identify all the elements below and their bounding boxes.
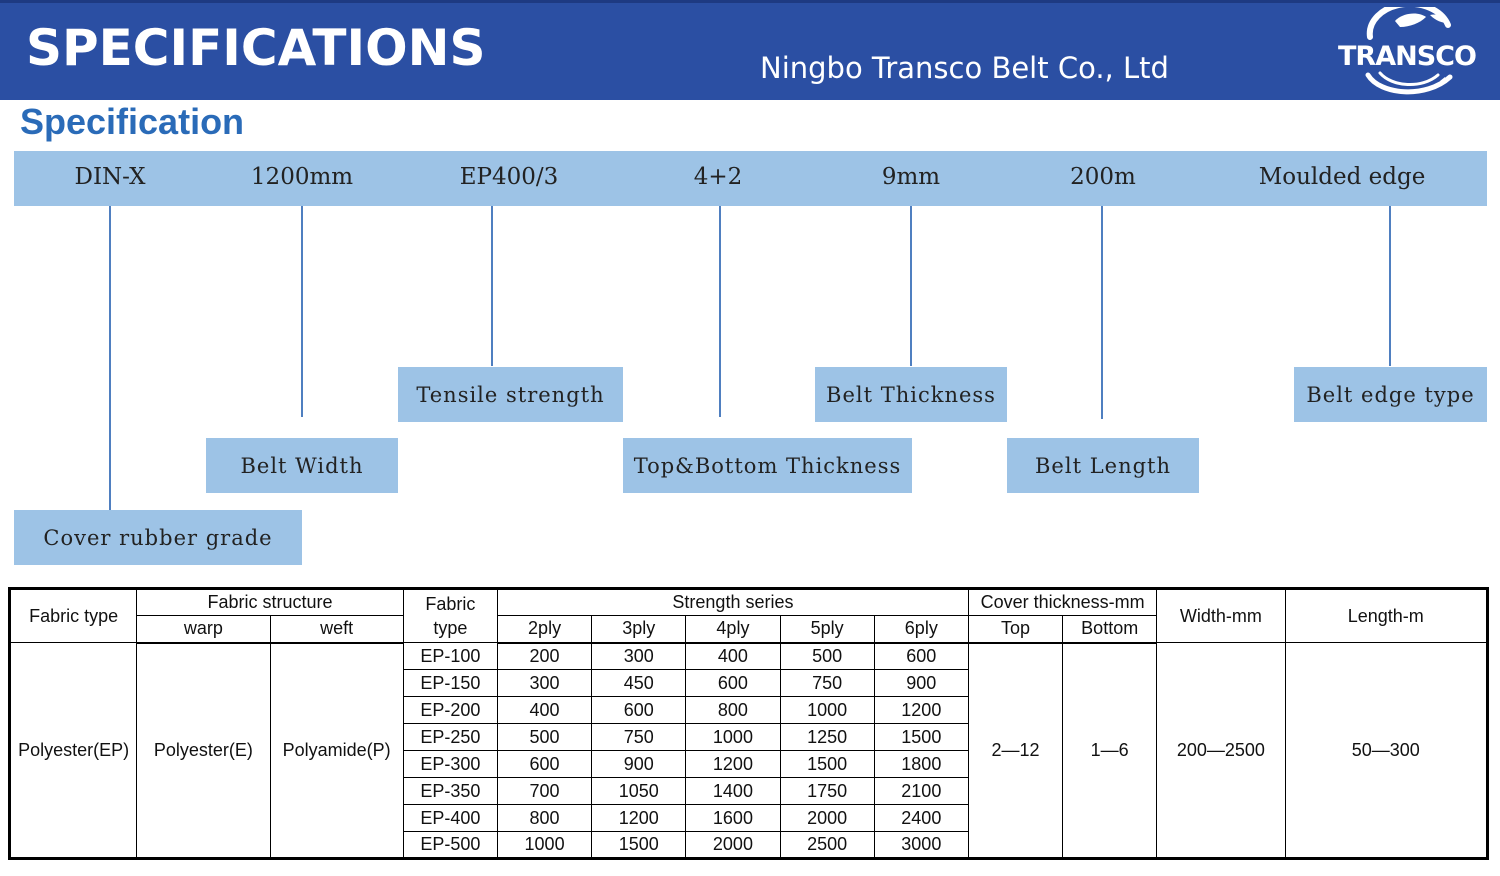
header-top: Top [968, 616, 1062, 643]
cell-value: 1000 [497, 832, 591, 859]
cell-value: 900 [874, 670, 968, 697]
cell-length: 50—300 [1285, 643, 1487, 859]
cell-value: 500 [780, 643, 874, 670]
header-ply: 6ply [874, 616, 968, 643]
label-belt-width: Belt Width [206, 438, 398, 493]
cell-width: 200—2500 [1157, 643, 1285, 859]
cell-value: 800 [497, 805, 591, 832]
cell-type: EP-300 [403, 751, 497, 778]
header-bar [0, 0, 1500, 100]
label-top-bottom-thickness: Top&Bottom Thickness [623, 438, 912, 493]
page-title: SPECIFICATIONS [26, 19, 486, 77]
cell-fabric: Polyester(EP) [10, 643, 137, 859]
cell-value: 300 [592, 643, 686, 670]
section-subtitle: Specification [20, 101, 245, 142]
cell-value: 750 [780, 670, 874, 697]
cell-value: 1500 [780, 751, 874, 778]
logo-text: TRANSCO [1338, 41, 1476, 72]
cell-value: 2000 [686, 832, 780, 859]
cell-value: 1200 [686, 751, 780, 778]
cell-value: 3000 [874, 832, 968, 859]
connector-line [910, 206, 912, 366]
cell-warp: Polyester(E) [137, 643, 270, 859]
connector-line [301, 206, 303, 417]
cell-value: 1000 [780, 697, 874, 724]
cell-value: 300 [497, 670, 591, 697]
header-fabric-type-line2: type [433, 618, 468, 638]
cell-value: 2100 [874, 778, 968, 805]
header-fabric-type: Fabric type [10, 589, 137, 643]
cell-value: 1250 [780, 724, 874, 751]
table-row [10, 643, 1488, 670]
header-warp: warp [137, 616, 270, 643]
cell-value: 600 [874, 643, 968, 670]
cell-value: 400 [686, 643, 780, 670]
header-fabric-type-2 [403, 589, 497, 643]
company-name: Ningbo Transco Belt Co., Ltd [760, 51, 1169, 85]
label-tensile-strength: Tensile strength [398, 367, 623, 422]
cell-value: 1750 [780, 778, 874, 805]
cell-weft: Polyamide(P) [270, 643, 403, 859]
cell-value: 2000 [780, 805, 874, 832]
cell-value: 700 [497, 778, 591, 805]
code-item: Moulded edge [1258, 164, 1426, 190]
cell-type: EP-400 [403, 805, 497, 832]
cell-value: 1000 [686, 724, 780, 751]
cell-value: 1200 [874, 697, 968, 724]
code-item: 1200mm [250, 164, 354, 190]
header-bottom: Bottom [1063, 616, 1157, 643]
connector-line [491, 206, 493, 366]
connector-line [1389, 206, 1391, 366]
cell-type: EP-100 [403, 643, 497, 670]
cell-value: 800 [686, 697, 780, 724]
code-item: DIN-X [74, 164, 146, 190]
cell-value: 1600 [686, 805, 780, 832]
cell-type: EP-500 [403, 832, 497, 859]
label-cover-rubber-grade: Cover rubber grade [14, 510, 302, 565]
cell-type: EP-250 [403, 724, 497, 751]
code-item: 9mm [881, 164, 941, 190]
header-weft: weft [270, 616, 403, 643]
header-cover-thickness: Cover thickness-mm [968, 589, 1156, 616]
cell-value: 600 [686, 670, 780, 697]
cell-value: 2400 [874, 805, 968, 832]
label-belt-thickness: Belt Thickness [815, 367, 1007, 422]
header-ply: 3ply [592, 616, 686, 643]
cell-value: 1200 [592, 805, 686, 832]
spec-table [8, 587, 1489, 860]
cell-type: EP-150 [403, 670, 497, 697]
header-ply: 5ply [780, 616, 874, 643]
cell-value: 600 [592, 697, 686, 724]
cell-type: EP-200 [403, 697, 497, 724]
cell-value: 450 [592, 670, 686, 697]
cell-value: 2500 [780, 832, 874, 859]
cell-value: 200 [497, 643, 591, 670]
code-item: 200m [1070, 164, 1136, 190]
cell-top: 2—12 [968, 643, 1062, 859]
cell-bottom: 1—6 [1063, 643, 1157, 859]
header-fabric-type-line1: Fabric [425, 594, 476, 614]
cell-value: 1050 [592, 778, 686, 805]
cell-value: 600 [497, 751, 591, 778]
header-fabric-structure: Fabric structure [137, 589, 404, 616]
label-belt-length: Belt Length [1007, 438, 1199, 493]
cell-value: 1800 [874, 751, 968, 778]
cell-value: 1500 [874, 724, 968, 751]
code-item: 4+2 [693, 164, 743, 190]
code-item: EP400/3 [459, 164, 559, 190]
connector-line [719, 206, 721, 417]
cell-value: 500 [497, 724, 591, 751]
cell-value: 1500 [592, 832, 686, 859]
header-ply: 4ply [686, 616, 780, 643]
connector-line [1101, 206, 1103, 419]
cell-value: 1400 [686, 778, 780, 805]
cell-type: EP-350 [403, 778, 497, 805]
company-logo [1330, 7, 1480, 99]
connector-line [109, 206, 111, 510]
cell-value: 400 [497, 697, 591, 724]
cell-value: 750 [592, 724, 686, 751]
header-width: Width-mm [1157, 589, 1285, 643]
header-strength-series: Strength series [497, 589, 968, 616]
cell-value: 900 [592, 751, 686, 778]
header-ply: 2ply [497, 616, 591, 643]
label-belt-edge-type: Belt edge type [1294, 367, 1487, 422]
header-length: Length-m [1285, 589, 1487, 643]
